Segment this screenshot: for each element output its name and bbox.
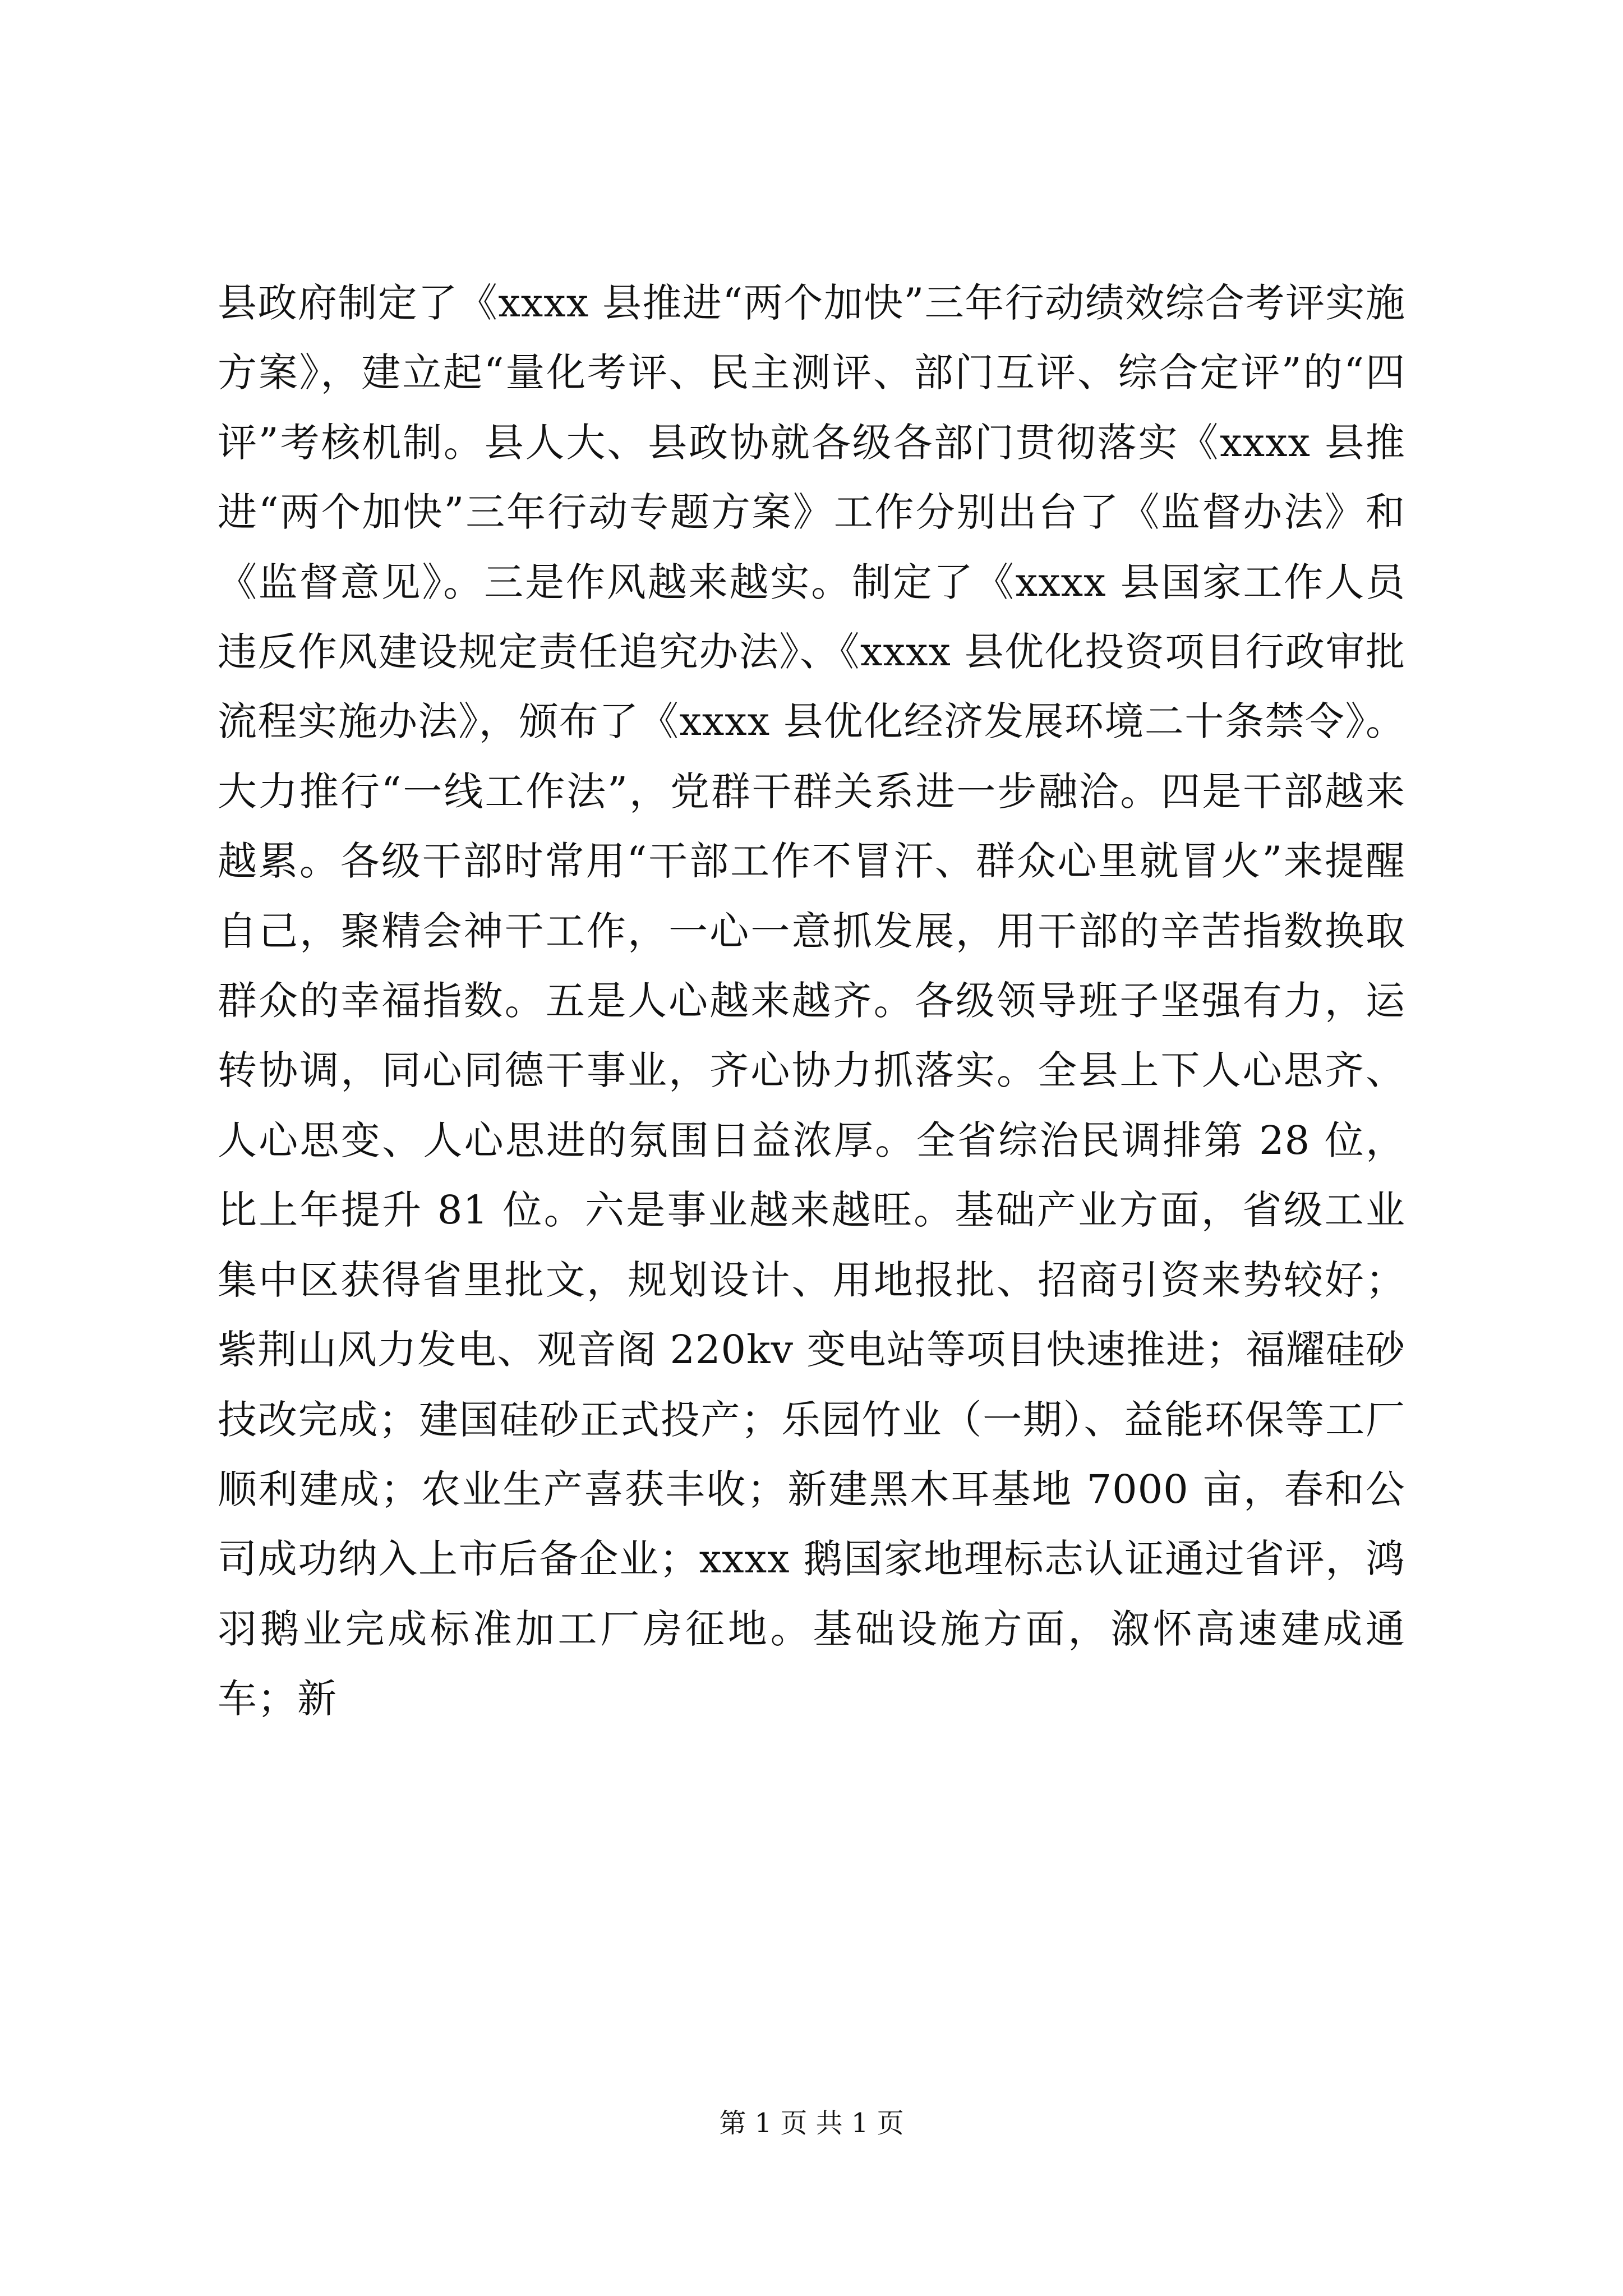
body-paragraph: 县政府制定了《xxxx 县推进“两个加快”三年行动绩效综合考评实施方案》，建立起“量化考评、民主测评、部门互评、综合定评”的“四评”考核机制。县人大、县政协就各级各部门贯彻落实《xxxx 县推进“两个加快”三年行动专题方案》工作分别出台了《监督办法》和《监督意见》。三是作风越来越实。制定了《xxxx 县国家工作人员违反作风建设规定责任追究办法》、《xxxx 县优化投资项目行政审批流程实施办法》，颁布了《xxxx 县优化经济发展环境二十条禁令》。大力推行“一线工作法”，党群干群关系进一步融洽。四是干部越来越累。各级干部时常用“干部工作不冒汗、群众心里就冒火”来提醒自己，聚精会神干工作，一心一意抓发展，用干部的辛苦指数换取群众的幸福指数。五是人心越来越齐。各级领导班子坚强有力，运转协调，同心同德干事业，齐心协力抓落实。全县上下人心思齐、人心思变、人心思进的氛围日益浓厚。全省综治民调排第 28 位，比上年提升 81 位。六是事业越来越旺。基础产业方面，省级工业集中区获得省里批文，规划设计、用地报批、招商引资来势较好；紫荆山风力发电、观音阁 220kv 变电站等项目快速推进；福耀硅砂技改完成；建国硅砂正式投产；乐园竹业（一期）、益能环保等工厂顺利建成；农业生产喜获丰收；新建黑木耳基地 7000 亩，春和公司成功纳入上市后备企业；xxxx 鹅国家地理标志认证通过省评，鸿羽鹅业完成标准加工厂房征地。基础设施方面，溆怀高速建成通车；新 [218, 280, 1405, 1722]
page-footer: 第 1 页 共 1 页 [719, 2108, 904, 2139]
